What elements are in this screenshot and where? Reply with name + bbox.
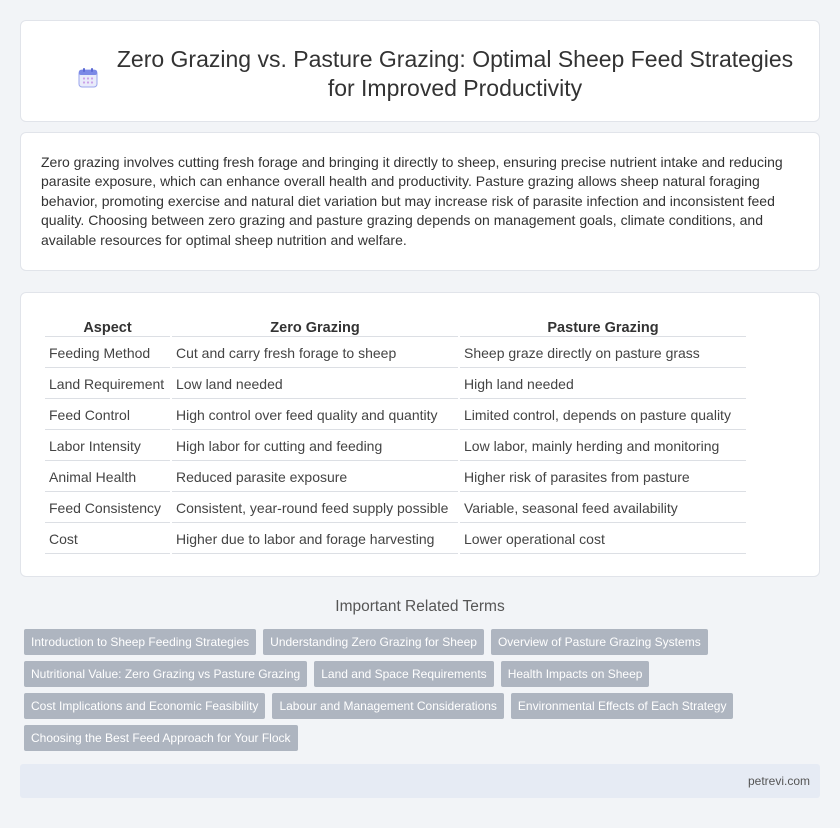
table-cell-zero: High labor for cutting and feeding (172, 432, 458, 461)
table-row (45, 401, 746, 430)
related-terms-list (24, 629, 804, 751)
table-cell-zero: High control over feed quality and quantity (172, 401, 458, 430)
related-term-tag[interactable]: Understanding Zero Grazing for Sheep (263, 629, 484, 655)
table-cell-aspect: Cost (45, 525, 170, 554)
related-term-tag[interactable]: Overview of Pasture Grazing Systems (491, 629, 708, 655)
table-cell-aspect: Feeding Method (45, 339, 170, 368)
table-cell-zero: Consistent, year-round feed supply possible (172, 494, 458, 523)
table-cell-pasture: Sheep graze directly on pasture grass (460, 339, 746, 368)
table-cell-zero: Reduced parasite exposure (172, 463, 458, 492)
table-cell-aspect: Land Requirement (45, 370, 170, 399)
header-aspect: Aspect (45, 315, 170, 337)
comparison-card (20, 292, 820, 577)
table-cell-pasture: Variable, seasonal feed availability (460, 494, 746, 523)
calendar-icon (77, 67, 99, 89)
intro-paragraph: Zero grazing involves cutting fresh forage and bringing it directly to sheep, ensuring precise nutrient intake and reducing parasite exposure, which can enhance overall health and productivity. Pasture grazing allows sheep natural foraging behavior, promoting exercise and natural diet variation but may increase risk of parasite infection and inconsistent feed quality. Choosing between zero grazing and pasture grazing depends on management goals, climate conditions, and available resources for optimal sheep nutrition and welfare. (41, 154, 783, 248)
page-title: Zero Grazing vs. Pasture Grazing: Optimal Sheep Feed Strategies for Improved Productivity (116, 46, 794, 101)
related-term-tag[interactable]: Introduction to Sheep Feeding Strategies (24, 629, 256, 655)
related-term-tag[interactable]: Land and Space Requirements (314, 661, 493, 687)
related-term-tag[interactable]: Cost Implications and Economic Feasibility (24, 693, 265, 719)
table-cell-pasture: Low labor, mainly herding and monitoring (460, 432, 746, 461)
related-terms-heading: Important Related Terms (335, 598, 505, 615)
comparison-table (43, 313, 748, 556)
header-pasture-grazing: Pasture Grazing (460, 315, 746, 337)
footer-site-link[interactable]: petrevi.com (747, 774, 810, 788)
table-cell-aspect: Feed Control (45, 401, 170, 430)
table-cell-zero: Higher due to labor and forage harvesting (172, 525, 458, 554)
table-cell-pasture: Higher risk of parasites from pasture (460, 463, 746, 492)
table-row (45, 370, 746, 399)
table-row (45, 339, 746, 368)
table-cell-pasture: Limited control, depends on pasture quality (460, 401, 746, 430)
related-term-tag[interactable]: Environmental Effects of Each Strategy (511, 693, 734, 719)
table-cell-aspect: Animal Health (45, 463, 170, 492)
table-cell-pasture: High land needed (460, 370, 746, 399)
table-cell-aspect: Feed Consistency (45, 494, 170, 523)
related-term-tag[interactable]: Choosing the Best Feed Approach for Your Flock (24, 725, 298, 751)
footer (20, 764, 820, 798)
table-row (45, 432, 746, 461)
table-cell-zero: Low land needed (172, 370, 458, 399)
table-row (45, 494, 746, 523)
table-header-row (45, 315, 746, 337)
table-cell-pasture: Lower operational cost (460, 525, 746, 554)
table-cell-zero: Cut and carry fresh forage to sheep (172, 339, 458, 368)
intro-card (20, 132, 820, 271)
table-row (45, 525, 746, 554)
title-card (20, 20, 820, 122)
table-cell-aspect: Labor Intensity (45, 432, 170, 461)
header-zero-grazing: Zero Grazing (172, 315, 458, 337)
related-term-tag[interactable]: Health Impacts on Sheep (501, 661, 650, 687)
related-term-tag[interactable]: Nutritional Value: Zero Grazing vs Pasture Grazing (24, 661, 307, 687)
table-row (45, 463, 746, 492)
related-term-tag[interactable]: Labour and Management Considerations (272, 693, 503, 719)
